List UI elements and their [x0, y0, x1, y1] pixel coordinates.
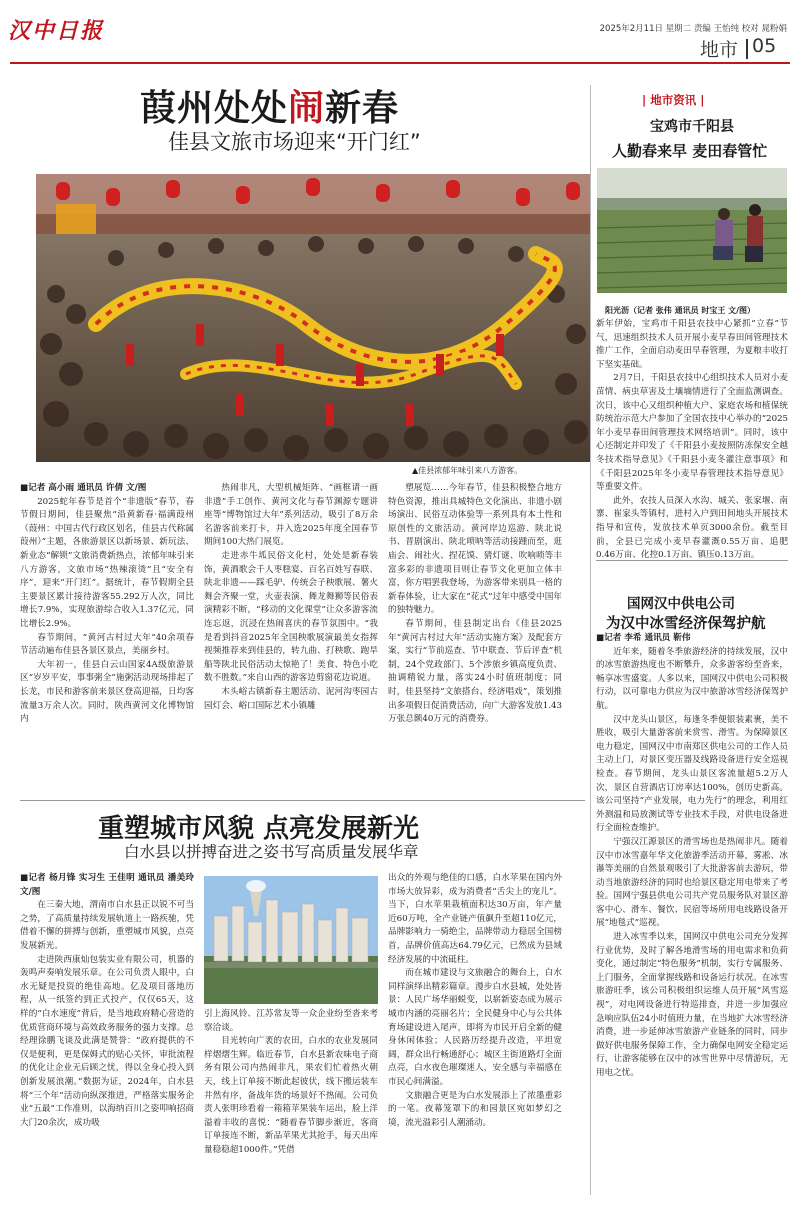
sidebar-article-1: [596, 318, 788, 561]
second-paragraph: 文旅融合更是为白水发展添上了浓墨重彩的一笔。夜幕笼罩下的和园景区宛如梦幻之境，流光溢彩引人潮涌动。: [388, 1090, 562, 1128]
lead-paragraph: 热闹非凡，大型机械矩阵、“画框请一画非遗”手工创作、黄河文化与春节渊源专题讲座等“博物馆过大年”系列活动，吸引了8万余名游客前来打卡，并入选2025年度全国春节期间100大热门展览。: [204, 483, 378, 548]
section-name: 地市: [700, 39, 739, 61]
headline-part-a: 葭州处处: [140, 88, 289, 129]
lead-paragraph: 2025蛇年春节是首个“非遗版”春节，春节假日期间，佳县聚焦“沿黄新春·福满葭州（葭州：中国古代行政区划名，佳县古代称属葭州）”主题，各旅游景区以新场景、新玩法、新业态“解锁”文旅消费新热点，浓郁年味引来八方游客，文旅市场“热辣滚烫”且“安全有序”，迎来“开门红”。据统计，春节假期全县主要景区累计接待游客55.292万人次，同比增长7.9%，实现旅游综合收入1.37亿元，同比增长2.9%。: [20, 496, 194, 629]
sidebar-paragraph: 宁强汉江源景区的滑雪场也是热闹非凡。随着汉中市冰雪嘉年华文化旅游季活动开幕，雾凇、冰瀑等美丽的自然景观吸引了大批游客前去游玩，带动当地旅游经济的同时也给景区稳定用电带来了考验。国网宁强县供电公司共产党员服务队对景区游客中心、滑车、餐饮、民宿等场所用电线路设备开展“地毯式”巡视。: [596, 836, 788, 929]
tag-bracket-left: |: [642, 93, 651, 107]
section-rule: [20, 800, 585, 801]
sidebar-paragraph: 汉中龙头山景区，每逢冬季便银装素裹，美不胜收，吸引大量游客前来赏雪、滑雪。为保障景区电力稳定，国网汉中市南郑区供电公司的工作人员主动上门，对景区变压器及线路设备进行安全巡视检查。春节期间，龙头山景区客流量超5.2万人次，景区自营酒店订房率达100%，创历史新高。该公司坚持“产业发展，电力先行”的理念，利用红外测温和局放测试等专业技术手段，对供电设备进行全面检查维护。: [596, 714, 788, 834]
lead-paragraph: 春节期间，佳县制定出台《佳县2025年“黄河古村过大年”活动实施方案》及配套方案，实行“节前巡查、节中联查、节后评查”机制，24个党政部门、5个涉旅乡镇高度负责、抽调精锐力量，落实24小时值班制度；同时，佳县坚持“文旅搭台、经济唱戏”，策划推出多项假日促消费活动，向广大游客发放1.43万张总额40万元的消费券。: [388, 618, 562, 725]
lead-paragraph: 大年初一，佳县白云山国家4A级旅游景区“岁岁平安，事事粥全”施粥活动现场排起了长龙，市民和游客前来景区登高迎福，日均客流量3万余人次。同时，陕西黄河文化博物馆内: [20, 659, 194, 725]
sidebar-title-3: 国网汉中供电公司: [627, 596, 735, 612]
sidebar-title-1: 宝鸡市千阳县: [650, 119, 734, 135]
lead-column-3: [388, 482, 562, 792]
sidebar-tag: [642, 92, 704, 108]
city-skyline-photo: [204, 876, 378, 1004]
lead-paragraph: 木头峪古镇新春主题活动、泥河沟枣园古园灯会、峪口国际艺术小镇雕: [204, 686, 378, 711]
lead-paragraph: 走进赤牛坬民俗文化村，处处是新春装饰，黄酒歌会千人枣糕宴、百名百姓写春联、陕北非遗——踩毛驴、传统会子秧歌展、薯火舞会齐聚一堂，火壶表演、舞龙舞狮等民俗表演精彩不断，“移动的文化课堂”让众多游客流连忘返，沉浸在热闹喜庆的春节氛围中。“我是看到抖音2025年全国秧歌展演最美女指挥视频推荐来到佳县的，转九曲、打秧歌、跑旱船等陕北民俗活动太惊艳了！美食、特色小吃数不胜数。”来自山西的游客边剪窗花边说道。: [204, 550, 378, 684]
sidebar-paragraph: 此外，农技人员深入水沟、城关、张家堰、南寨、崔家头等镇村，进村入户到田间地头开展技术指导和宣传，发放技术单页3000余份。截至目前，全县已完成小麦早春灌溉0.55万亩、追肥0.46万亩、化控0.1万亩、镇压0.13万亩。: [596, 495, 788, 561]
lead-column-2: [204, 482, 378, 792]
lead-paragraph: 春节期间，“黄河古村过大年”40余项春节活动遍布佳县各景区景点，美丽乡村。: [20, 632, 194, 657]
wheat-field-photo: [597, 168, 787, 293]
second-column-2: [204, 1008, 378, 1198]
second-subheadline: 白水县以拼搏奋进之姿书写高质量发展华章: [124, 843, 419, 861]
second-byline: ■记者 杨月锋 实习生 王佳明 通讯员 潘美玲 文/图: [20, 873, 194, 897]
lead-subheadline: 佳县文旅市场迎来“开门红”: [168, 130, 421, 154]
sidebar-tag-label: 地市资讯: [650, 93, 697, 107]
tag-bracket-right: |: [696, 93, 705, 107]
second-headline: 重塑城市风貌 点亮发展新光: [98, 814, 420, 844]
section-divider: [746, 39, 748, 59]
sidebar-byline: ■记者 李希 通讯员 靳伟: [596, 633, 691, 643]
headline-part-c: 新春: [325, 88, 400, 129]
page-number: 05: [752, 35, 777, 57]
lead-paragraph: 塑展览……今年春节，佳县积极整合地方特色资源，推出具城特色文化演出、非遗小剧场演出、民俗互动体验等一系列具有本土性和原创性的文旅活动。黄河岸边巡游、陕北说书、晋剧演出、陕北唢呐等活动接踵而至，逛庙会、闹社火、捏花馍、猜灯谜、吹响唢等丰富多彩的非遗项目则让春节文化更加立体丰富，你方唱罢我登场，为游客带来别具一格的新春体验，让大家在“花式”过年中感受中国年的独特魅力。: [388, 483, 562, 616]
sidebar-paragraph: 2月7日，千阳县农技中心组织技术人员对小麦苗情、病虫草害及土壤墒情进行了全面监测调查。次日，该中心又组织种植大户、家庭农场和植保统防统治示范大户参加了全国农技中心举办的“2025年小麦早春田间管理技术网络培训”。同时，该中心还制定并印发了《千阳县小麦按照防冻保安全越冬技术指导意见》《千阳县小麦冬灌注意事项》和《千阳县2025年冬小麦早春管理技术指导意见》等重要文件。: [596, 373, 788, 493]
second-column-1: [20, 872, 194, 1198]
lead-photo-caption: ▲佳县浓郁年味引来八方游客。: [412, 466, 523, 475]
second-paragraph: 走进陕西康灿包装实业有限公司，机器的轰鸣声奏响发展乐章。在公司负责人眼中，白水无疑是投资的绝佳高地。亿及项目落地历程，从一纸签约到正式投产，仅仅65天，这样的“白水速度”背后，是当地政府精心营造的优质营商环境与高效政务服务的强力支撑。总经理徐鹏飞谈及此满是赞誉：“政府提供的不仅是便利，更是保姆式的贴心关怀，审批流程的优化让企业无后顾之忧，得以全身心投入到创新发展浪潮。”数据为证，2024年，白水县将“三个年”活动向纵深推进，严格落实服务企业“五最”工作准则，以海纳百川之姿叩响招商大门20余次，成功吸: [20, 954, 194, 1128]
second-paragraph: 出众的外观与绝佳的口感，白水苹果在国内外市场大放异彩，成为消费者“舌尖上的宠儿”。当下，白水苹果栽植面积达30万亩，年产量近60万吨，全产业链产值飙升至超110亿元，品牌影响力一骑绝尘，品牌带动力稳居全国榜首，品牌价值高达64.79亿元，已然成为县域经济发展的中流砥柱。: [388, 873, 562, 965]
second-column-3: [388, 872, 562, 1198]
masthead: [0, 0, 799, 70]
sidebar-paragraph: 近年来，随着冬季旅游经济的持续发展，汉中的冰雪旅游热度也不断攀升，众多游客纷至沓来，畅享冰雪盛宴。人多以来，国网汉中供电公司积极行动，以可靠电力供应为汉中旅游冰雪经济保驾护航。: [596, 646, 788, 711]
second-paragraph: 在三秦大地，渭南市白水县正以锐不可当之势，了高质量持续发展轨道上一路疾驰，凭借着不懈的拼搏与创新，重塑城市风貌，点亮发展新光。: [20, 900, 194, 951]
headline-accent: 闹: [288, 88, 326, 129]
newspaper-logo: 汉中日报: [8, 18, 105, 44]
sidebar-paragraph: 进入冰雪季以来，国网汉中供电公司充分发挥行业优势，及时了解各地滑雪场的用电需求和负荷变化，通过制定“特色服务”机制，实行专属服务、上门服务，全面掌握线路和设备运行状况。在冰雪旅游旺季，该公司积极组织运维人员开展“风雪巡视”，对电网设备进行特巡排查，并进一步加强应急响应队伍24小时值班力量，在当地扩大冰雪经济消费，进一步延伸冰雪旅游产业链条的同时，同步做好供电服务保障工作，全力确保电网安全稳定运行，让游客能够在汉中的冰雪世界中尽情游玩，无用电之忧。: [596, 932, 788, 1078]
sidebar-photo-caption: 阳光沥（记者 张伟 通讯员 时宝王 文/图）: [605, 306, 756, 315]
second-paragraph: 而在城市建设与文旅融合的舞台上，白水同样演绎出精彩篇章。漫步白水县城，处处皆景：人民广场华丽蜕变，以崭新姿态成为展示城市内涵的亮丽名片；全民健身中心与公共体育场建设进入尾声，即将为市民开启全新的健身休闲体验；人民路历经提升改造，平坦宽阔，群众出行畅通舒心；城区主街道路灯全面点亮，白水夜色璀璨迷人，安全感与幸福感在市民心间满溢。: [388, 968, 562, 1087]
dragon-dance-photo: [36, 174, 590, 462]
sidebar-rule: [596, 560, 788, 561]
lead-headline: [140, 80, 399, 131]
second-paragraph: 引上海风铃、江苏常友等一众企业纷至沓来考察洽谈。: [204, 1009, 378, 1033]
sidebar-paragraph: 新年伊始，宝鸡市千阳县农技中心紧抓“立春”节气，迅速组织技术人员开展小麦早春田间管理技术推广工作，全面启动麦田早春管理，为夏粮丰收打下坚实基础。: [596, 319, 788, 370]
sidebar-divider: [590, 85, 591, 1195]
sidebar-article-2: [596, 632, 788, 1198]
masthead-rule: [10, 62, 790, 64]
sidebar-title-2: 人勤春来早 麦田春管忙: [612, 142, 768, 160]
issue-meta: 2025年2月11日 星期二 责编 王怡纯 校对 晁粉娟: [599, 24, 787, 34]
lead-column-1: [20, 482, 194, 792]
lead-byline: ■记者 高小雨 通讯员 许倩 文/图: [20, 483, 147, 493]
second-paragraph: 目光转向广袤的农田，白水的农业发展同样熠熠生辉。临近春节，白水县新农味电子商务有限公司内热闹非凡，果农们忙着热火朝天，线上订单接不断此起彼伏，线下搬运装车井然有序，备战年货的场景好不热闹。公司负责人张明珍看着一箱箱苹果装车运出，脸上洋溢着丰收的喜悦：“随着春节脚步渐近，客商订单接连不断，新品苹果尤其抢手，每天出库量稳稳超1000件。”凭借: [204, 1036, 378, 1155]
sidebar-title-4: 为汉中冰雪经济保驾护航: [606, 616, 766, 632]
